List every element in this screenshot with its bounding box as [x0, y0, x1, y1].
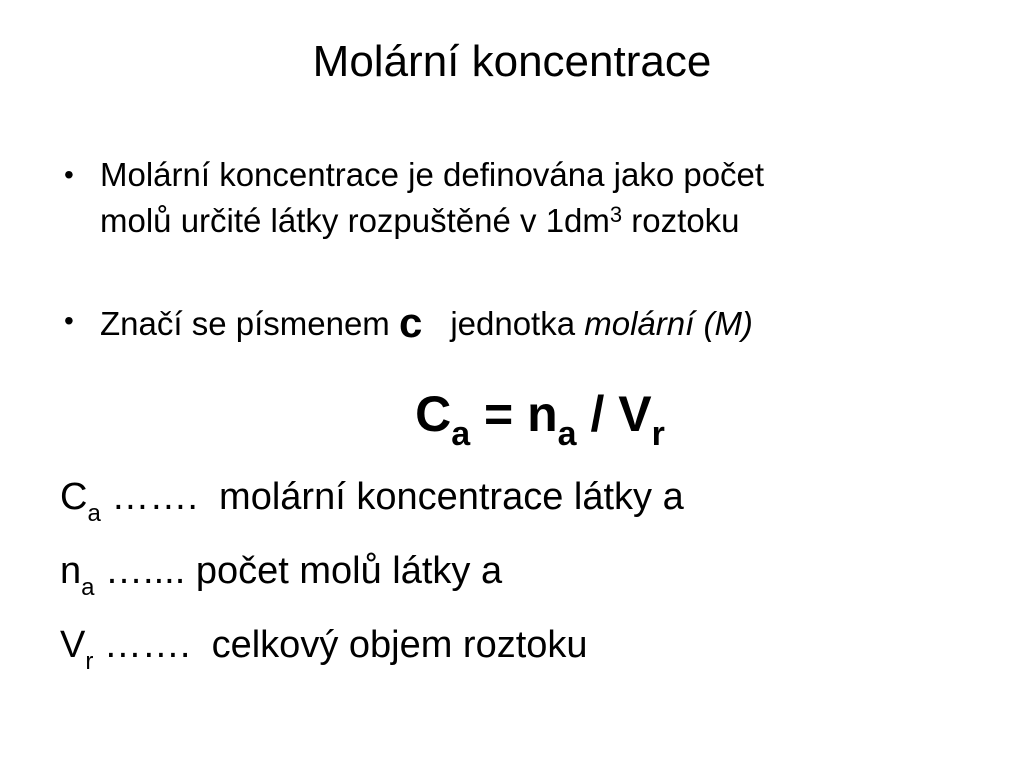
formula-equals: = — [470, 386, 528, 442]
definition-dots: ……. — [100, 476, 209, 518]
bullet-line-1: Molární koncentrace je definována jako počet — [100, 156, 765, 193]
bullet-text — [100, 298, 753, 347]
bullet-line-2-end: roztoku — [622, 202, 740, 239]
bullet-line-2 — [100, 198, 764, 244]
unit-label: jednotka — [450, 305, 585, 342]
definition-row — [60, 546, 503, 601]
formula-v-sub: r — [651, 415, 665, 453]
formula — [0, 384, 1024, 453]
definition-dots: ……. — [93, 624, 202, 666]
bullet-dot-icon: • — [64, 159, 74, 190]
formula-n: n — [527, 386, 558, 442]
bullet-line-2-text: molů určité látky rozpuštěné v 1dm — [100, 202, 610, 239]
definition-symbol: n — [60, 550, 82, 592]
definition-symbol: V — [60, 624, 86, 666]
definition-sub: r — [85, 648, 94, 675]
definition-sub: a — [87, 500, 101, 527]
formula-v: V — [618, 386, 652, 442]
slide-title: Molární koncentrace — [312, 37, 712, 86]
formula-c: C — [415, 386, 452, 442]
definition-row — [60, 620, 588, 675]
exponent: 3 — [609, 202, 623, 227]
definition-text: molární koncentrace látky a — [208, 476, 684, 518]
formula-n-sub: a — [557, 415, 577, 453]
definition-text: celkový objem roztoku — [201, 624, 588, 666]
definition-dots: ….... — [94, 550, 196, 592]
symbol-c: c — [398, 299, 423, 346]
bullet-text — [100, 152, 764, 244]
bullet-dot-icon: • — [64, 305, 74, 336]
definition-row — [60, 472, 684, 527]
bullet-symbol-intro: Značí se písmenem — [100, 305, 399, 342]
formula-divide: / — [576, 386, 619, 442]
formula-c-sub: a — [451, 415, 471, 453]
definition-sub: a — [81, 574, 95, 601]
definition-text: počet molů látky a — [195, 550, 503, 592]
definition-symbol: C — [60, 476, 88, 518]
unit-name: molární (M) — [584, 305, 753, 342]
